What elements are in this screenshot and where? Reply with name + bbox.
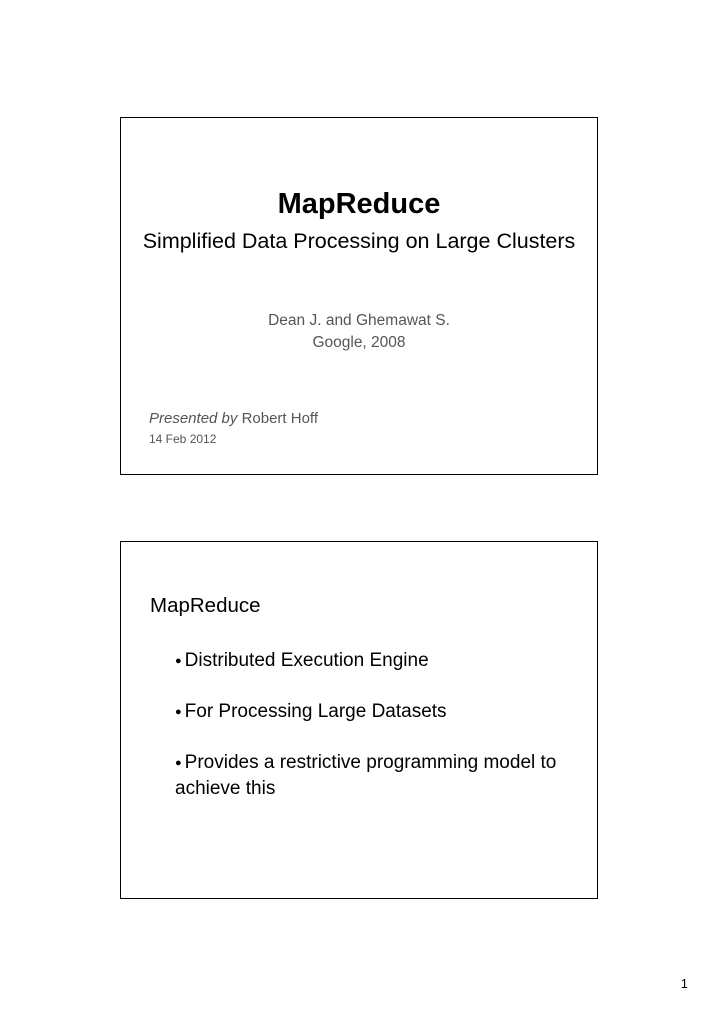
bullet-icon: ●	[175, 655, 182, 667]
authors-block	[121, 310, 597, 354]
slide-2	[120, 541, 598, 899]
list-item-text: Provides a restrictive programming model to achieve this	[175, 752, 557, 799]
page-number: 1	[680, 976, 688, 991]
slide-1	[120, 117, 598, 475]
list-item	[175, 699, 575, 725]
list-item	[175, 648, 575, 674]
slide-subtitle: Simplified Data Processing on Large Clusters	[142, 229, 576, 253]
authors-text: Dean J. and Ghemawat S.	[268, 312, 450, 329]
slide-title: MapReduce	[150, 594, 261, 617]
bullet-icon: ●	[175, 706, 182, 718]
bullet-list	[175, 648, 575, 826]
presenter-name: Robert Hoff	[241, 410, 318, 427]
venue-text: Google, 2008	[312, 334, 406, 351]
presenter-line	[149, 409, 318, 429]
presented-by-label: Presented by	[149, 410, 238, 427]
list-item	[175, 750, 575, 801]
list-item-text: Distributed Execution Engine	[184, 650, 429, 671]
list-item-text: For Processing Large Datasets	[184, 701, 447, 722]
slide-title: MapReduce	[277, 188, 441, 220]
bullet-icon: ●	[175, 757, 182, 769]
presentation-date: 14 Feb 2012	[149, 432, 217, 446]
